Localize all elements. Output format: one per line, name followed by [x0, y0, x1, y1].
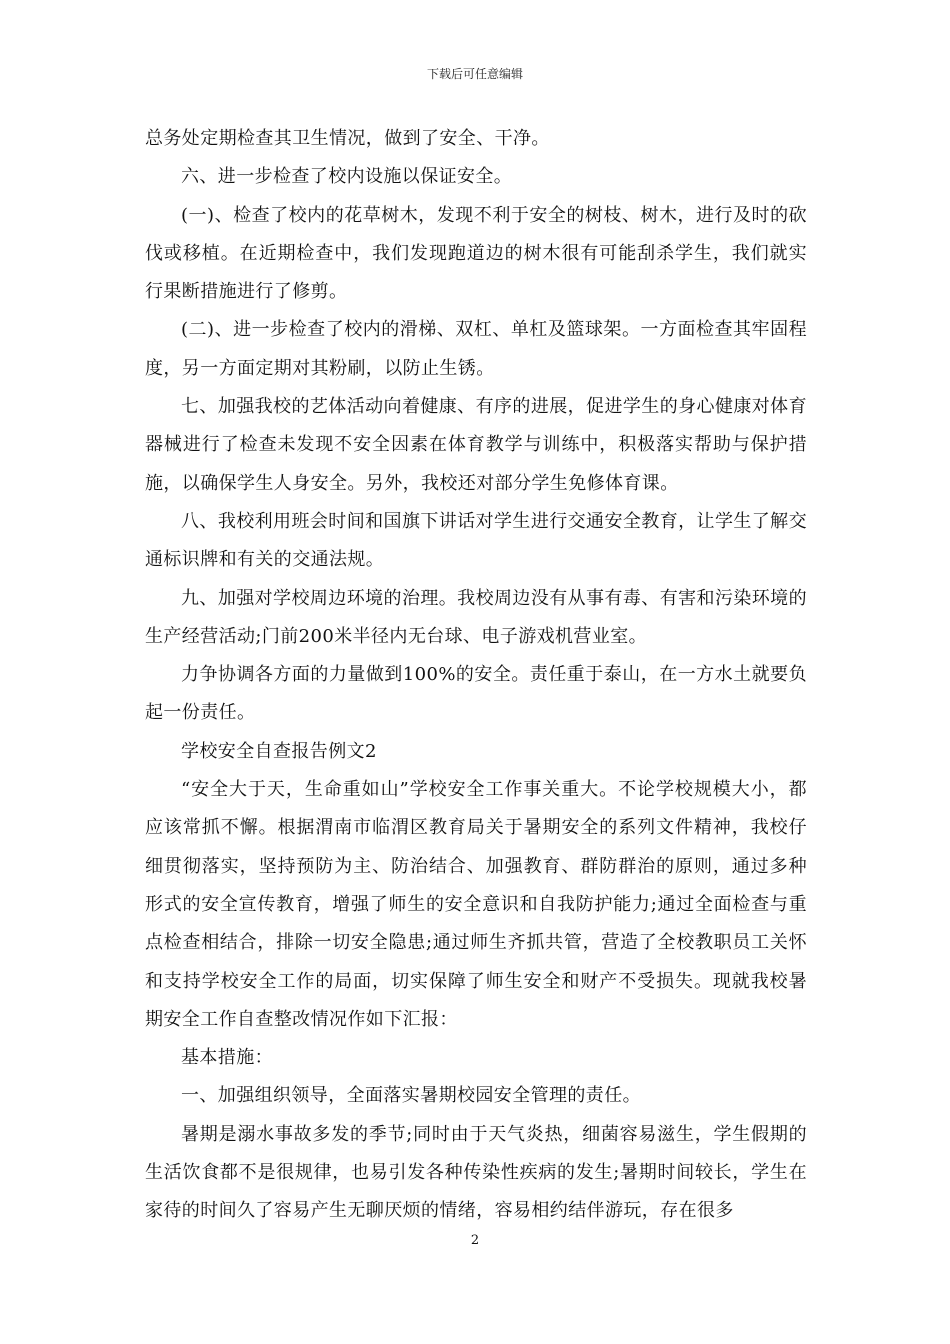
- paragraph-10: 基本措施：: [181, 1047, 273, 1069]
- paragraph-12: 暑期是溺水事故多发的季节;同时由于天气炎热，细菌容易滋生，学生假期的生活饮食都不是很规律，也易引发各种传染性疾病的发生;暑期时间较长，学生在家待的时间久了容易产生无聊厌烦的情绪，容易相约结伴游玩，存在很多: [145, 1123, 807, 1222]
- document-body: [145, 120, 807, 1231]
- section-heading: 学校安全自查报告例文2: [181, 740, 377, 762]
- page-header: 下载后可任意编辑: [426, 67, 523, 81]
- paragraph-6: 九、加强对学校周边环境的治理。我校周边没有从事有毒、有害和污染环境的生产经营活动;门前200米半径内无台球、电子游戏机营业室。: [145, 587, 807, 647]
- paragraph-5: 八、我校利用班会时间和国旗下讲话对学生进行交通安全教育，让学生了解交通标识牌和有关的交通法规。: [145, 510, 807, 571]
- page-number: 2: [470, 1233, 480, 1248]
- paragraph-0: 总务处定期检查其卫生情况，做到了安全、干净。: [145, 128, 550, 149]
- paragraph-2: (一)、检查了校内的花草树木，发现不利于安全的树枝、树木，进行及时的砍伐或移植。在近期检查中，我们发现跑道边的树木很有可能刮杀学生，我们就实行果断措施进行了修剪。: [145, 204, 807, 303]
- paragraph-7: 力争协调各方面的力量做到100%的安全。责任重于泰山，在一方水土就要负起一份责任。: [145, 664, 807, 724]
- paragraph-11: 一、加强组织领导，全面落实暑期校园安全管理的责任。: [181, 1085, 641, 1107]
- paragraph-1: 六、进一步检查了校内设施以保证安全。: [181, 166, 513, 188]
- paragraph-3: (二)、进一步检查了校内的滑梯、双杠、单杠及篮球架。一方面检查其牢固程度，另一方面定期对其粉刷，以防止生锈。: [145, 319, 807, 379]
- paragraph-4: 七、加强我校的艺体活动向着健康、有序的进展，促进学生的身心健康对体育器械进行了检查未发现不安全因素在体育教学与训练中，积极落实帮助与保护措施，以确保学生人身安全。另外，我校还对部分学生免修体育课。: [145, 396, 807, 494]
- paragraph-9: “安全大于天，生命重如山”学校安全工作事关重大。不论学校规模大小，都应该常抓不懈。根据渭南市临渭区教育局关于暑期安全的系列文件精神，我校仔细贯彻落实，坚持预防为主、防治结合、加强教育、群防群治的原则，通过多种形式的安全宣传教育，增强了师生的安全意识和自我防护能力;通过全面检查与重点检查相结合，排除一切安全隐患;通过师生齐抓共管，营造了全校教职员工关怀和支持学校安全工作的局面，切实保障了师生安全和财产不受损失。现就我校暑期安全工作自查整改情况作如下汇报：: [145, 779, 807, 1030]
